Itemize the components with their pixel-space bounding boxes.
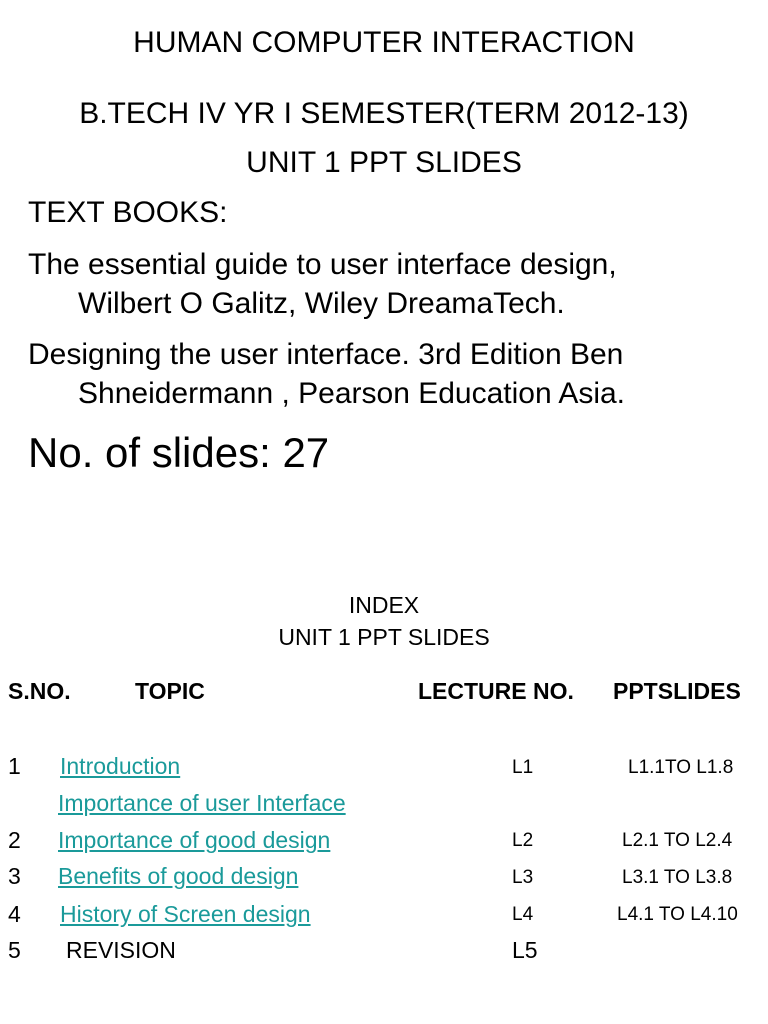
textbook-1-line2: Wilbert O Galitz, Wiley DreamaTech. [78,287,565,320]
row-1-slides: L1.1TO L1.8 [628,757,734,778]
row-5-lecture: L5 [512,937,538,963]
textbook-2 [28,335,625,413]
column-header-pptslides: PPTSLIDES [613,678,741,704]
topic-revision: REVISION [66,937,176,963]
row-5-sno: 5 [8,937,21,963]
row-1-lecture: L1 [512,757,534,778]
row-4-sno: 4 [8,901,21,927]
topic-link-history-of-screen-design[interactable]: History of Screen design [60,901,311,927]
column-header-lecture: LECTURE NO. [418,678,574,704]
textbook-2-line1: Designing the user interface. 3rd Edition Ben [28,338,624,371]
topic-link-introduction[interactable]: Introduction [60,753,181,779]
textbook-1-line1: The essential guide to user interface design, [28,248,617,281]
textbook-2-line2: Shneidermann , Pearson Education Asia. [78,377,626,410]
column-header-sno: S.NO. [8,678,71,704]
row-2-slides: L2.1 TO L2.4 [622,830,733,851]
column-header-topic: TOPIC [135,678,205,704]
row-3-sno: 3 [8,863,21,889]
unit-label: UNIT 1 PPT SLIDES [246,146,522,179]
row-4-slides: L4.1 TO L4.10 [617,904,738,925]
row-3-slides: L3.1 TO L3.8 [622,867,733,888]
row-1-sno: 1 [8,753,21,779]
index-heading: INDEX [348,592,420,618]
document-title: HUMAN COMPUTER INTERACTION [133,26,635,59]
index-subheading: UNIT 1 PPT SLIDES [278,624,490,650]
row-4-lecture: L4 [512,904,534,925]
topic-link-importance-of-user-interface[interactable]: Importance of user Interface [58,790,346,816]
row-2-lecture: L2 [512,830,534,851]
course-term: B.TECH IV YR I SEMESTER(TERM 2012-13) [79,97,689,130]
textbook-1 [28,245,617,323]
row-2-sno: 2 [8,827,21,853]
topic-link-importance-of-good-design[interactable]: Importance of good design [58,827,331,853]
slide-count: No. of slides: 27 [28,429,330,476]
textbooks-heading: TEXT BOOKS: [28,196,228,229]
row-3-lecture: L3 [512,867,534,888]
topic-link-benefits-of-good-design[interactable]: Benefits of good design [58,863,299,889]
